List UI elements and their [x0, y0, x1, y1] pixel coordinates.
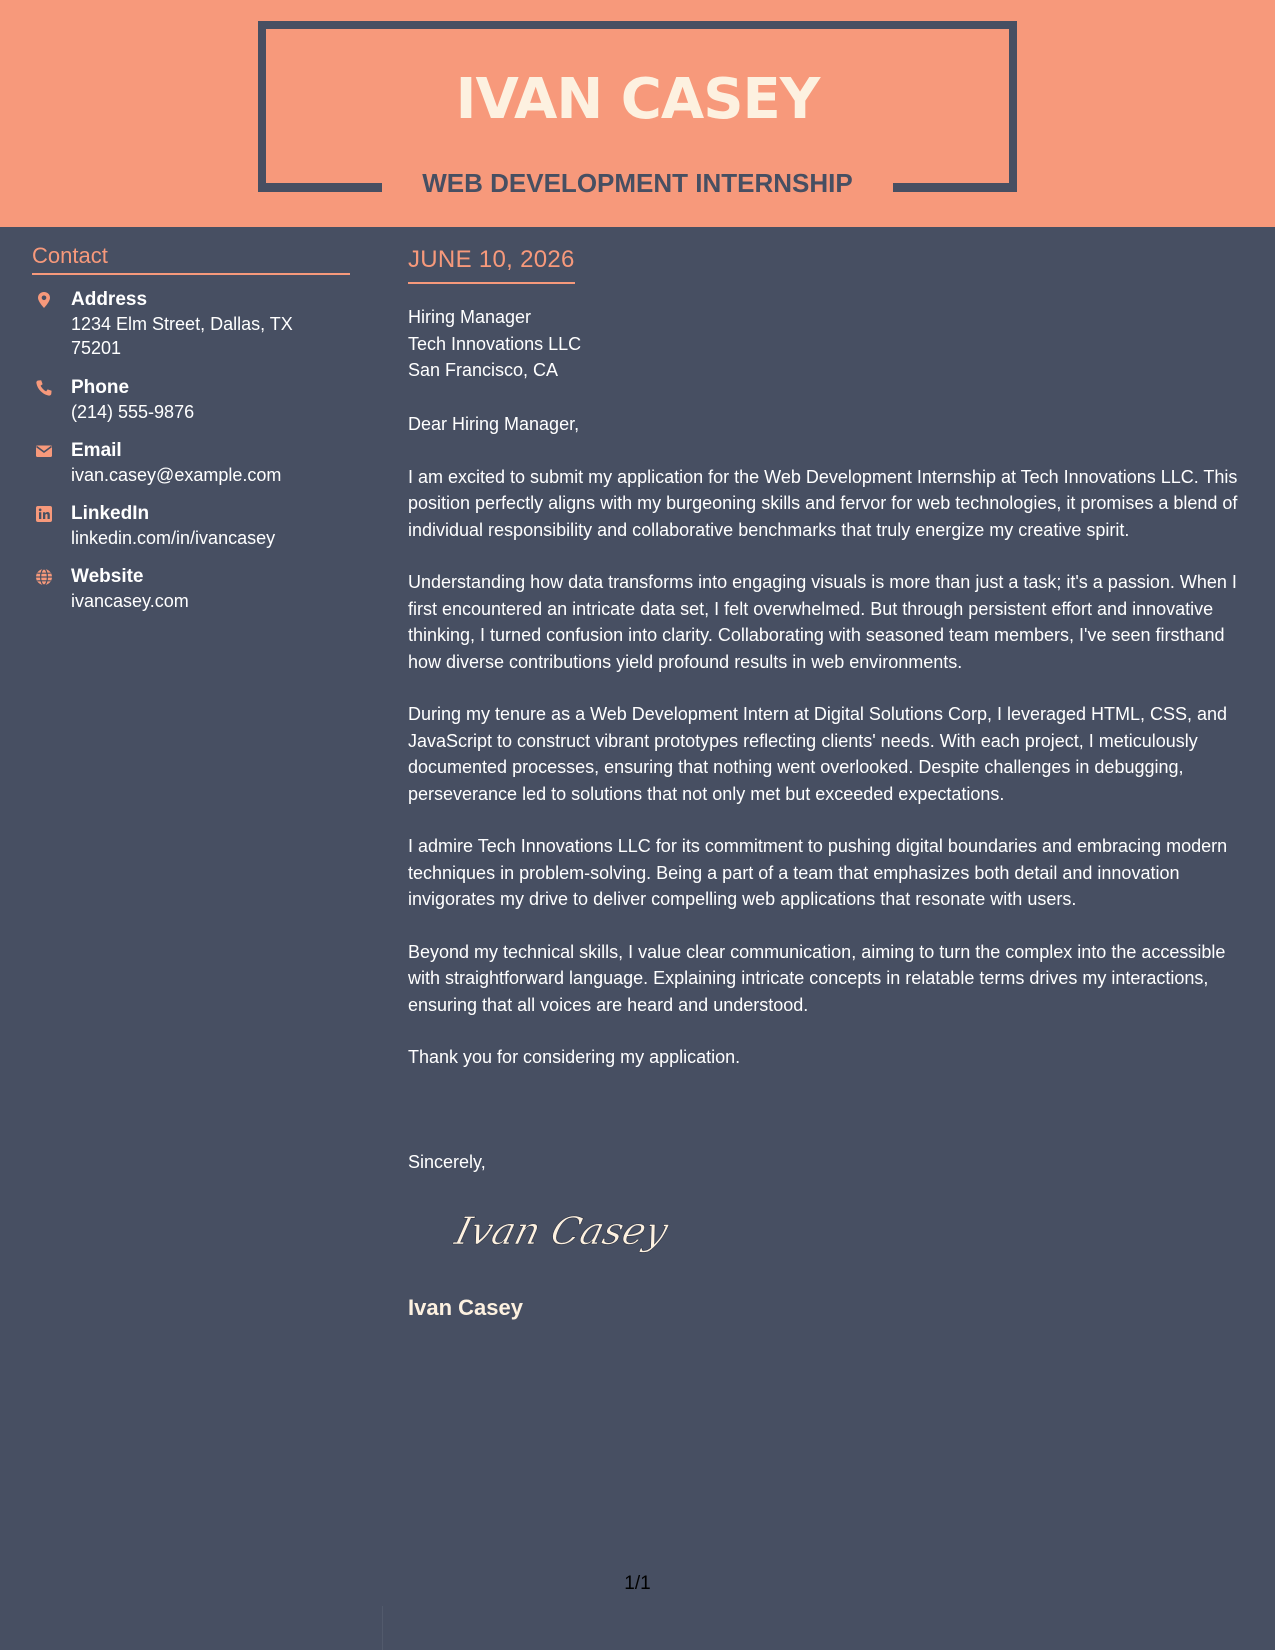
- letter-date: JUNE 10, 2026: [408, 244, 575, 284]
- map-pin-icon: [35, 291, 53, 309]
- header-frame: [1009, 21, 1017, 192]
- envelope-icon: [35, 442, 53, 460]
- recipient-block: [408, 304, 581, 384]
- contact-heading: Contact: [32, 241, 350, 275]
- page-number: 1/1: [624, 1573, 651, 1594]
- header-frame: [258, 21, 1017, 29]
- body-paragraph: I admire Tech Innovations LLC for its commitment to pushing digital boundaries and embracing modern techniques in problem-solving. Being a part of a team that emphasizes both detail and innovation invigorates my drive to deliver compelling web applications that resonate with users.: [408, 836, 1228, 909]
- letter-body: [408, 411, 1248, 1097]
- recipient-name: Hiring Manager: [408, 307, 532, 327]
- body-paragraph: I am excited to submit my application for the Web Development Internship at Tech Innovations LLC. This position perfectly aligns with my burgeoning skills and fervor for web technologies, it promises a blend of individual responsibility and collaborative benchmarks that truly energize my creative spirit.: [408, 466, 1238, 540]
- linkedin-icon: [35, 505, 53, 523]
- contact-value: (214) 555-9876: [71, 402, 195, 422]
- handwritten-signature: [450, 1200, 673, 1260]
- contact-label: LinkedIn: [71, 503, 150, 524]
- applicant-name: IVAN CASEY: [455, 67, 820, 132]
- job-title: WEB DEVELOPMENT INTERNSHIP: [422, 168, 853, 198]
- closing: Sincerely,: [408, 1152, 486, 1172]
- header-frame: [258, 21, 266, 192]
- header-banner: [0, 0, 1275, 227]
- recipient-company: Tech Innovations LLC: [408, 333, 582, 354]
- signed-name: Ivan Casey: [408, 1295, 523, 1320]
- contact-label: Phone: [71, 377, 130, 398]
- body-paragraph: Thank you for considering my application.: [408, 1047, 741, 1067]
- header-frame: [258, 183, 382, 192]
- recipient-location: San Francisco, CA: [408, 360, 559, 380]
- divider: [382, 1606, 383, 1650]
- contact-value: ivancasey.com: [71, 591, 189, 611]
- body-paragraph: Understanding how data transforms into engaging visuals is more than just a task; it's a passion. When I first encountered an intricate data set, I felt overwhelmed. But through persistent effort and innovative thinking, I turned confusion into clarity. Collaborating with seasoned team members, I've seen firsthand how diverse contributions yield profound results in web environments.: [408, 572, 1237, 672]
- body-paragraph: During my tenure as a Web Development Intern at Digital Solutions Corp, I leveraged HTML, CSS, and JavaScript to construct vibrant prototypes reflecting clients' needs. With each project, I meticulously documented processes, ensuring that nothing went overlooked. Despite challenges in debugging, perseverance led to solutions that not only met but exceeded expectations.: [408, 704, 1228, 804]
- contact-label: Website: [71, 566, 144, 587]
- contact-value: linkedin.com/in/ivancasey: [71, 528, 276, 548]
- salutation: Dear Hiring Manager,: [408, 414, 580, 434]
- contact-value: 1234 Elm Street, Dallas, TX 75201: [71, 314, 293, 358]
- contact-value: ivan.casey@example.com: [71, 465, 282, 485]
- globe-icon: [35, 568, 53, 586]
- contact-label: Address: [71, 289, 148, 310]
- header-frame: [893, 183, 1017, 192]
- svg-text:Ivan Casey: Ivan Casey: [450, 1209, 673, 1254]
- phone-icon: [35, 379, 53, 397]
- body-paragraph: Beyond my technical skills, I value clear communication, aiming to turn the complex into the accessible with straightforward language. Explaining intricate concepts in relatable terms drives my interactions, ensuring that all voices are heard and understood.: [408, 941, 1226, 1015]
- contact-label: Email: [71, 440, 122, 461]
